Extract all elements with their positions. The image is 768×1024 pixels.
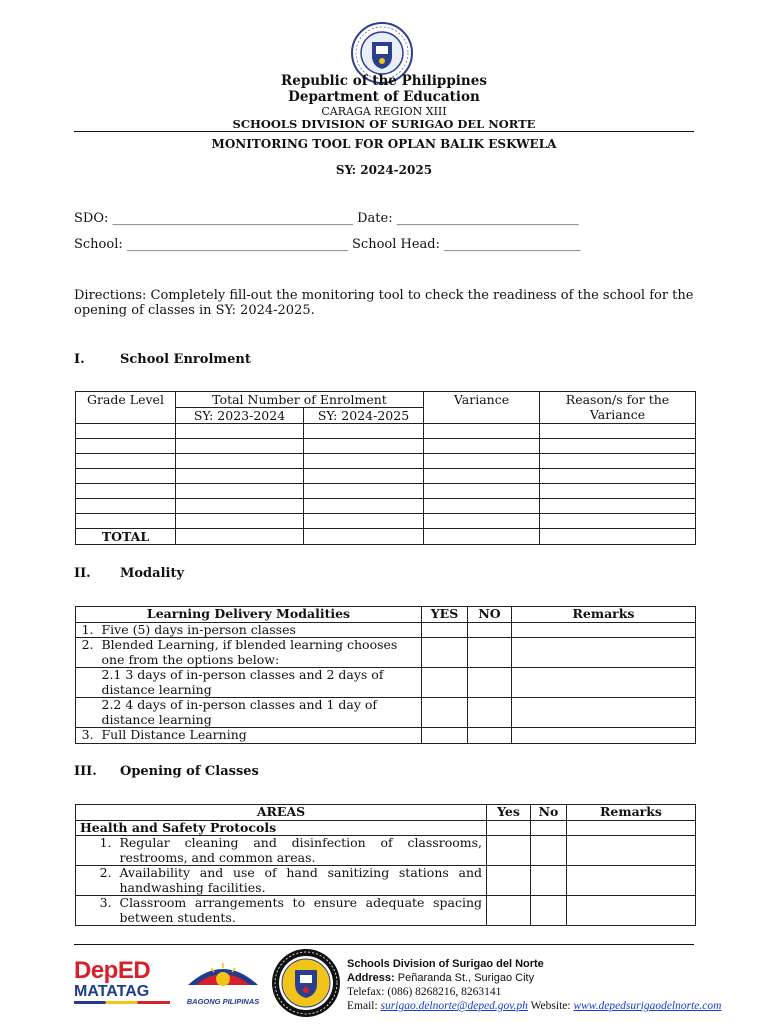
matatag-wordmark: MATATAG <box>74 983 150 1000</box>
division-heading: SCHOOLS DIVISION OF SURIGAO DEL NORTE <box>232 117 536 131</box>
school-year: SY: 2024-2025 <box>335 163 433 177</box>
row-text: Full Distance Learning <box>98 728 422 744</box>
website-link[interactable]: www.depedsurigaodelnorte.com <box>573 1000 722 1012</box>
table-row[interactable] <box>76 638 696 668</box>
header-no: NO <box>468 607 512 623</box>
office-name: Schools Division of Surigao del Norte <box>347 958 544 970</box>
section-2-title: Modality <box>120 566 185 581</box>
total-label: TOTAL <box>76 529 176 545</box>
row-text: 2.2 4 days of in-person classes and 1 day of distance learning <box>98 698 422 728</box>
header-remarks: Remarks <box>567 805 696 821</box>
row-text: Availability and use of hand sanitizing stations and handwashing facilities. <box>116 866 487 896</box>
row-text: Regular cleaning and disinfection of classrooms, restrooms, and common areas. <box>116 836 487 866</box>
row-number: 3. <box>76 896 116 926</box>
row-number: 1. <box>76 622 98 638</box>
header-areas: AREAS <box>76 805 487 821</box>
division-seal <box>271 948 341 1018</box>
row-number: 3. <box>76 728 98 744</box>
email-link[interactable]: surigao.delnorte@deped.gov.ph <box>380 1000 528 1012</box>
table-row[interactable] <box>76 698 696 728</box>
row-number <box>76 698 98 728</box>
bagong-pilipinas-logo <box>178 955 268 1005</box>
section-3-number: III. <box>74 764 97 779</box>
section-3-title: Opening of Classes <box>120 764 259 779</box>
header-divider <box>74 131 694 132</box>
document-title: MONITORING TOOL FOR OPLAN BALIK ESKWELA <box>211 137 557 151</box>
table-row[interactable] <box>76 514 696 529</box>
row-number: 2. <box>76 638 98 668</box>
row-text: Classroom arrangements to ensure adequate spacing between students. <box>116 896 487 926</box>
section-1-number: I. <box>74 352 85 367</box>
table-row[interactable] <box>76 622 696 638</box>
group-health-safety: Health and Safety Protocols <box>76 820 487 836</box>
table-row[interactable] <box>76 484 696 499</box>
enrolment-table <box>75 391 696 545</box>
header-remarks: Remarks <box>512 607 696 623</box>
email-label: Email: <box>347 1000 378 1012</box>
row-number <box>76 668 98 698</box>
region-heading: CARAGA REGION XIII <box>321 105 447 118</box>
table-row[interactable] <box>76 439 696 454</box>
website-label: Website: <box>530 1000 571 1012</box>
header-reason: Reason/s for the Variance <box>540 392 696 424</box>
row-text: 2.1 3 days of in-person classes and 2 days of distance learning <box>98 668 422 698</box>
header-yes: YES <box>422 607 468 623</box>
table-row[interactable] <box>76 866 696 896</box>
sun-flag-icon <box>178 955 268 993</box>
sdo-date-line[interactable]: SDO: _____________________________________ Date: ____________________________ <box>74 211 579 226</box>
school-head-line[interactable]: School: __________________________________ School Head: _____________________ <box>74 237 581 252</box>
header-ldm: Learning Delivery Modalities <box>76 607 422 623</box>
address-value: Peñaranda St., Surigao City <box>397 972 535 984</box>
table-row[interactable] <box>76 499 696 514</box>
section-2-number: II. <box>74 566 91 581</box>
table-row[interactable] <box>76 896 696 926</box>
deped-matatag-logo <box>74 958 174 1002</box>
deped-wordmark: DepED <box>74 957 151 984</box>
table-row[interactable] <box>76 469 696 484</box>
department-heading: Department of Education <box>288 89 480 105</box>
total-row[interactable] <box>76 529 696 545</box>
footer-divider <box>74 944 694 945</box>
table-row[interactable] <box>76 668 696 698</box>
header-sy-2024-2025: SY: 2024-2025 <box>304 408 424 424</box>
republic-heading: Republic of the Philippines <box>281 73 487 89</box>
telefax-line: Telefax: (086) 8268216, 8263141 <box>347 986 502 998</box>
opening-classes-table <box>75 804 696 926</box>
address-label: Address: <box>347 972 395 984</box>
table-row[interactable] <box>76 454 696 469</box>
table-row[interactable] <box>76 836 696 866</box>
row-number: 1. <box>76 836 116 866</box>
bagong-pilipinas-text: BAGONG PILIPINAS <box>186 997 260 1006</box>
header-no: No <box>531 805 567 821</box>
header-variance: Variance <box>424 392 540 424</box>
table-row[interactable] <box>76 424 696 439</box>
modality-table <box>75 606 696 744</box>
row-number: 2. <box>76 866 116 896</box>
header-sy-2023-2024: SY: 2023-2024 <box>176 408 304 424</box>
directions-text: Directions: Completely fill-out the monitoring tool to check the readiness of the school for the opening of classes in SY: 2024-2025. <box>74 288 694 318</box>
row-text: Five (5) days in-person classes <box>98 622 422 638</box>
header-total-enrolment: Total Number of Enrolment <box>176 392 424 408</box>
table-row[interactable] <box>76 728 696 744</box>
header-grade-level: Grade Level <box>76 392 176 424</box>
section-1-title: School Enrolment <box>120 352 251 367</box>
header-yes: Yes <box>487 805 531 821</box>
row-text: Blended Learning, if blended learning chooses one from the options below: <box>98 638 422 668</box>
contact-block <box>347 957 722 1013</box>
